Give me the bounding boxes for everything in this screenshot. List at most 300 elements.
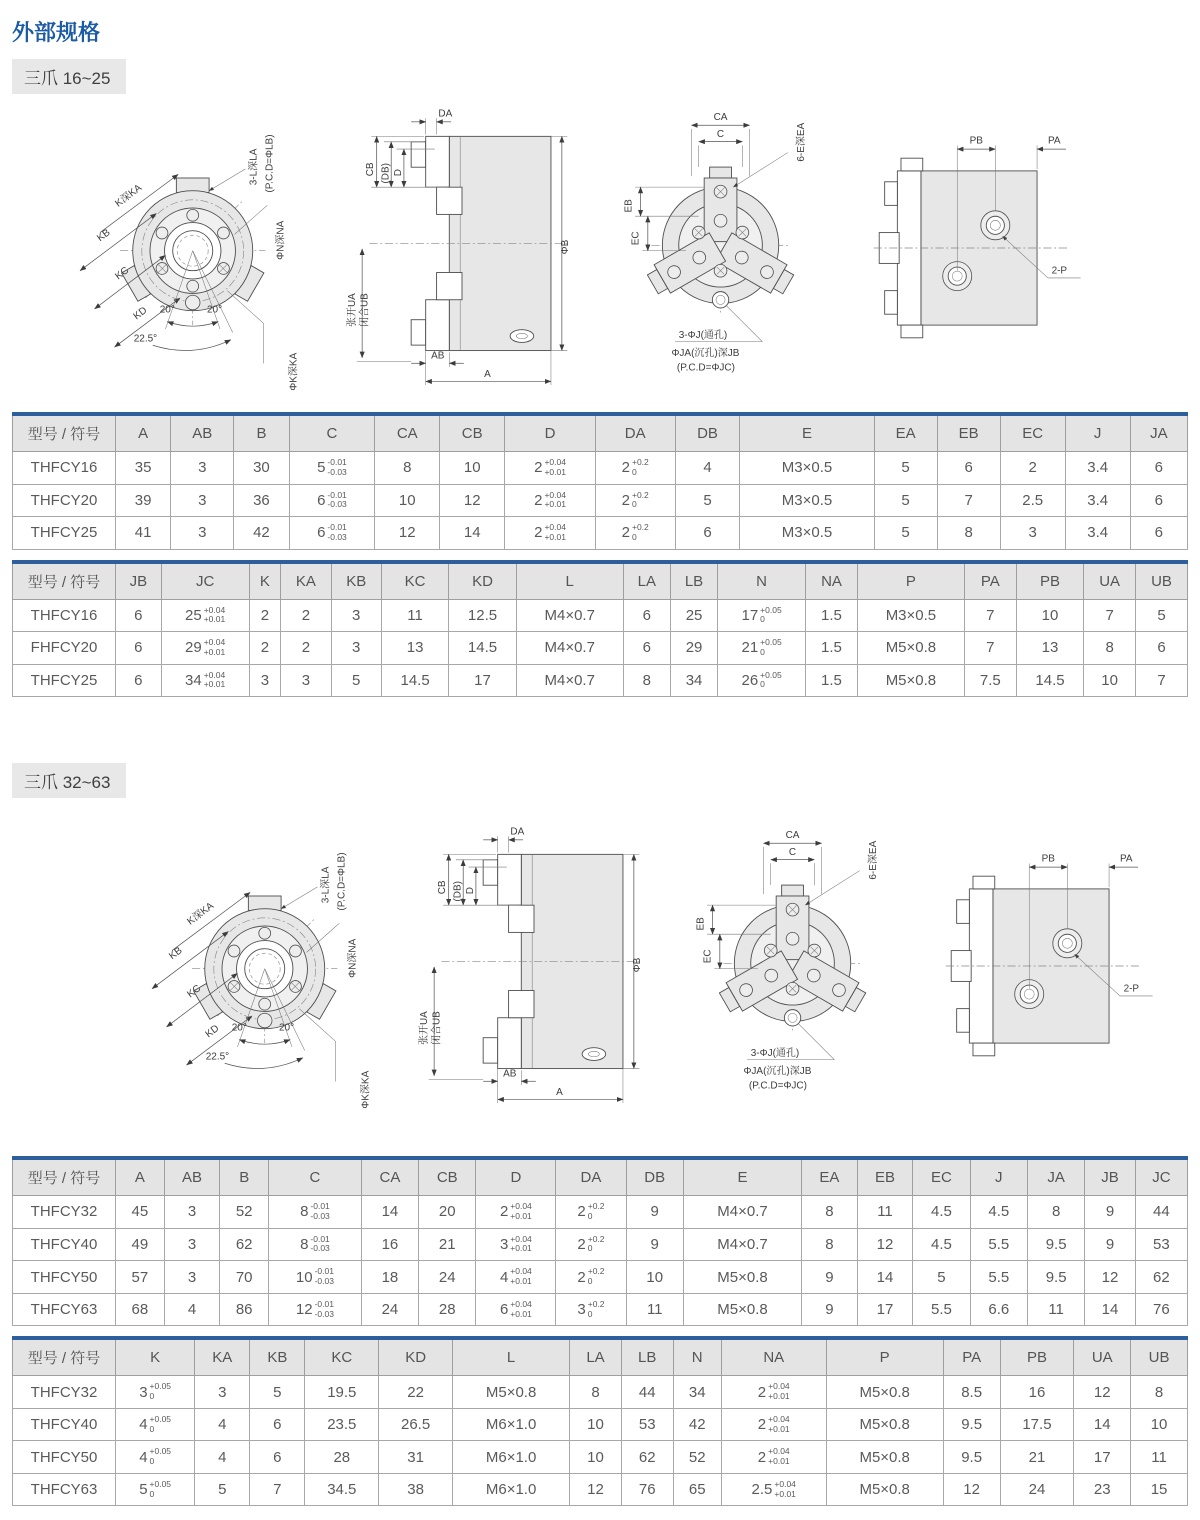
col-header: DA — [556, 1158, 626, 1196]
value-cell: 30 — [234, 452, 289, 485]
value-cell: M3×0.5 — [740, 517, 874, 550]
dim-label-da: DA — [438, 108, 453, 120]
value-cell: 4.5 — [913, 1196, 970, 1229]
dim-label-e-note: 6-E深EA — [868, 840, 880, 880]
value-cell: 2 — [281, 599, 331, 632]
value-cell: M5×0.8 — [826, 1408, 943, 1441]
value-cell: 2 +0.2 0 — [556, 1261, 626, 1294]
value-cell: 21 +0.05 0 — [718, 632, 806, 665]
col-header: 型号 / 符号 — [13, 562, 116, 600]
value-cell: 2 +0.2 0 — [556, 1196, 626, 1229]
value-cell: 16 — [361, 1228, 418, 1261]
section-16-25 — [0, 53, 1200, 697]
value-cell: 7 — [964, 599, 1016, 632]
value-cell: 5 — [250, 1376, 305, 1409]
value-cell: 8 — [623, 664, 670, 697]
dim-label-hole-note-1: 3-ΦJ(通孔) — [750, 1048, 800, 1060]
col-header: CB — [419, 1158, 476, 1196]
value-cell: 2 — [249, 632, 281, 665]
col-header: LA — [570, 1338, 622, 1376]
dim-label-open-ua: 张开UA — [418, 1011, 430, 1046]
value-cell: M4×0.7 — [683, 1228, 801, 1261]
value-cell: M4×0.7 — [516, 664, 623, 697]
value-cell: 15 — [1131, 1473, 1188, 1506]
value-cell: 3 — [164, 1228, 220, 1261]
value-cell: 10 — [570, 1408, 622, 1441]
header-row — [13, 1158, 1188, 1196]
value-cell: 9 — [626, 1196, 683, 1229]
value-cell: 86 — [220, 1293, 269, 1326]
value-cell: 34 — [670, 664, 717, 697]
value-cell: 29 +0.04 +0.01 — [161, 632, 249, 665]
value-cell: 42 — [234, 517, 289, 550]
table-row — [13, 1441, 1188, 1474]
value-cell: 6 — [116, 664, 162, 697]
value-cell: M5×0.8 — [683, 1261, 801, 1294]
col-header: A — [116, 1158, 165, 1196]
value-cell: 8 — [802, 1228, 858, 1261]
value-cell: 13 — [1016, 632, 1083, 665]
col-header: D — [476, 1158, 556, 1196]
value-cell: 23 — [1074, 1473, 1131, 1506]
value-cell: 4.5 — [970, 1196, 1027, 1229]
col-header: DB — [675, 414, 740, 452]
col-header: C — [289, 414, 375, 452]
value-cell: 3 — [171, 484, 234, 517]
dim-label-kd: KD — [203, 1023, 222, 1041]
dim-label-k-ka: K深KA — [185, 900, 216, 928]
col-header: KA — [281, 562, 331, 600]
value-cell: 12 — [1085, 1261, 1135, 1294]
dim-label-kb: KB — [95, 227, 113, 245]
value-cell: 1.5 — [806, 664, 858, 697]
col-header: KC — [381, 562, 448, 600]
value-cell: 49 — [116, 1228, 165, 1261]
value-cell: 70 — [220, 1261, 269, 1294]
value-cell: 10 — [1084, 664, 1136, 697]
value-cell: 8 — [570, 1376, 622, 1409]
dim-label-ab: AB — [431, 350, 445, 362]
value-cell: 11 — [626, 1293, 683, 1326]
value-cell: 34 — [673, 1376, 721, 1409]
value-cell: 3 — [171, 452, 234, 485]
value-cell: M3×0.5 — [857, 599, 964, 632]
value-cell: 8 — [937, 517, 1000, 550]
value-cell: 12.5 — [449, 599, 516, 632]
front-view-drawing — [112, 816, 412, 1116]
col-header: E — [740, 414, 874, 452]
value-cell: 8 — [375, 452, 440, 485]
table-row — [13, 1261, 1188, 1294]
value-cell: 3 +0.2 0 — [556, 1293, 626, 1326]
value-cell: M4×0.7 — [516, 632, 623, 665]
value-cell: 21 — [419, 1228, 476, 1261]
dim-label-c: C — [716, 129, 725, 141]
dim-label-e-note: 6-E深EA — [796, 122, 808, 162]
value-cell: 10 — [1016, 599, 1083, 632]
value-cell: 8 — [1027, 1196, 1084, 1229]
value-cell: 25 +0.04 +0.01 — [161, 599, 249, 632]
value-cell: 2 +0.2 0 — [595, 517, 675, 550]
dim-label-angle-left: 20° — [231, 1022, 247, 1034]
value-cell: 9 — [802, 1293, 858, 1326]
drawings-row — [0, 96, 1200, 402]
col-header: L — [516, 562, 623, 600]
value-cell: M6×1.0 — [453, 1408, 570, 1441]
value-cell: M5×0.8 — [453, 1376, 570, 1409]
value-cell: 42 — [673, 1408, 721, 1441]
value-cell: 24 — [361, 1293, 418, 1326]
dim-label-hole-note-2: ΦJA(沉孔)深JB — [671, 348, 740, 360]
value-cell: 17 — [1074, 1441, 1131, 1474]
value-cell: 3.4 — [1065, 517, 1130, 550]
value-cell: 12 — [570, 1473, 622, 1506]
table-row — [13, 632, 1188, 665]
model-cell: THFCY32 — [13, 1196, 116, 1229]
value-cell: 12 — [943, 1473, 1000, 1506]
value-cell: 2 +0.04 +0.01 — [505, 484, 596, 517]
value-cell: 5 — [1136, 599, 1188, 632]
value-cell: 1.5 — [806, 599, 858, 632]
col-header: KC — [305, 1338, 379, 1376]
dim-label-k-ka: K深KA — [113, 182, 144, 210]
value-cell: 4 +0.04 +0.01 — [476, 1261, 556, 1294]
header-row — [13, 1338, 1188, 1376]
table-row — [13, 1376, 1188, 1409]
value-cell: 41 — [116, 517, 171, 550]
value-cell: 24 — [419, 1261, 476, 1294]
back-view-drawing — [656, 816, 920, 1116]
value-cell: 14 — [1074, 1408, 1131, 1441]
value-cell: 14 — [440, 517, 505, 550]
value-cell: 1.5 — [806, 632, 858, 665]
dim-label-open-ua: 张开UA — [346, 293, 358, 327]
model-cell: THFCY16 — [13, 599, 116, 632]
value-cell: 14 — [857, 1261, 913, 1294]
col-header: CA — [375, 414, 440, 452]
value-cell: 2 — [249, 599, 281, 632]
value-cell: M5×0.8 — [826, 1441, 943, 1474]
value-cell: 5 — [195, 1473, 250, 1506]
col-header: L — [453, 1338, 570, 1376]
value-cell: 14.5 — [1016, 664, 1083, 697]
col-header: LB — [621, 1338, 673, 1376]
col-header: B — [220, 1158, 269, 1196]
value-cell: M5×0.8 — [826, 1376, 943, 1409]
value-cell: 12 — [857, 1228, 913, 1261]
value-cell: 6 — [1130, 517, 1187, 550]
dim-label-bolt-note-2: (P.C.D=ΦLB) — [336, 852, 348, 911]
value-cell: 36 — [234, 484, 289, 517]
col-header: PA — [964, 562, 1016, 600]
table-row — [13, 1473, 1188, 1506]
model-cell: THFCY20 — [13, 484, 116, 517]
value-cell: 3.4 — [1065, 452, 1130, 485]
value-cell: 2.5 +0.04 +0.01 — [721, 1473, 826, 1506]
value-cell: 5 — [913, 1261, 970, 1294]
value-cell: 20 — [419, 1196, 476, 1229]
value-cell: 39 — [116, 484, 171, 517]
col-header: 型号 / 符号 — [13, 1338, 116, 1376]
value-cell: 4.5 — [913, 1228, 970, 1261]
value-cell: 5 +0.05 0 — [116, 1473, 195, 1506]
value-cell: 5 — [675, 484, 740, 517]
value-cell: 5.5 — [970, 1261, 1027, 1294]
value-cell: 9 — [1085, 1228, 1135, 1261]
col-header: NA — [806, 562, 858, 600]
value-cell: 2.5 — [1000, 484, 1065, 517]
dim-label-ec: EC — [702, 949, 714, 964]
col-header: JA — [1027, 1158, 1084, 1196]
header-row — [13, 562, 1188, 600]
table-row — [13, 1228, 1188, 1261]
value-cell: 3 — [331, 632, 381, 665]
value-cell: 28 — [419, 1293, 476, 1326]
col-header: JB — [116, 562, 162, 600]
value-cell: 9.5 — [943, 1441, 1000, 1474]
value-cell: 10 — [626, 1261, 683, 1294]
value-cell: 9 — [626, 1228, 683, 1261]
value-cell: 44 — [621, 1376, 673, 1409]
table-row — [13, 664, 1188, 697]
value-cell: 2 +0.2 0 — [595, 484, 675, 517]
value-cell: 9.5 — [1027, 1261, 1084, 1294]
col-header: N — [673, 1338, 721, 1376]
col-header: LB — [670, 562, 717, 600]
side-view-drawing — [344, 98, 580, 398]
value-cell: 65 — [673, 1473, 721, 1506]
value-cell: 3 — [1000, 517, 1065, 550]
section-32-63 — [0, 757, 1200, 1506]
value-cell: 4 — [164, 1293, 220, 1326]
section-label-32-63: 三爪 32~63 — [12, 763, 126, 798]
value-cell: 53 — [621, 1408, 673, 1441]
value-cell: M4×0.7 — [683, 1196, 801, 1229]
dim-label-cb: CB — [365, 162, 377, 177]
value-cell: 7 — [1136, 664, 1188, 697]
model-cell: THFCY40 — [13, 1228, 116, 1261]
col-header: PA — [943, 1338, 1000, 1376]
value-cell: 68 — [116, 1293, 165, 1326]
dim-label-phi-b: ΦB — [632, 957, 644, 973]
value-cell: 7 — [250, 1473, 305, 1506]
spec-table-32-63-a — [12, 1156, 1188, 1326]
model-cell: THFCY50 — [13, 1261, 116, 1294]
value-cell: 14.5 — [381, 664, 448, 697]
value-cell: 11 — [1131, 1441, 1188, 1474]
dim-label-close-ub: 闭合UB — [359, 293, 371, 327]
dim-label-ab: AB — [503, 1068, 517, 1080]
dim-label-bolt-note-1: 3-L深LA — [320, 866, 332, 904]
dim-label-db: (DB) — [452, 881, 464, 902]
value-cell: 17 — [449, 664, 516, 697]
dim-label-phi-n: ΦN深NA — [275, 220, 287, 260]
value-cell: 3 — [281, 664, 331, 697]
value-cell: 44 — [1135, 1196, 1187, 1229]
col-header: UB — [1131, 1338, 1188, 1376]
value-cell: 14.5 — [449, 632, 516, 665]
model-cell: THFCY25 — [13, 517, 116, 550]
value-cell: M5×0.8 — [683, 1293, 801, 1326]
value-cell: 2 +0.04 +0.01 — [721, 1441, 826, 1474]
value-cell: 7 — [964, 632, 1016, 665]
value-cell: 2 +0.04 +0.01 — [721, 1376, 826, 1409]
dim-label-hole-note-1: 3-ΦJ(通孔) — [678, 330, 728, 341]
value-cell: 9.5 — [1027, 1228, 1084, 1261]
value-cell: 13 — [381, 632, 448, 665]
dim-label-pa: PA — [1047, 135, 1061, 147]
value-cell: 9 — [802, 1261, 858, 1294]
dim-label-bolt-note-1: 3-L深LA — [248, 148, 260, 186]
value-cell: 10 — [1131, 1408, 1188, 1441]
dim-label-kc: KC — [113, 265, 132, 283]
value-cell: 8 — [1131, 1376, 1188, 1409]
value-cell: 6 — [250, 1441, 305, 1474]
value-cell: 17 — [857, 1293, 913, 1326]
value-cell: 76 — [1135, 1293, 1187, 1326]
dim-label-ca: CA — [785, 830, 800, 842]
value-cell: 6 — [1130, 452, 1187, 485]
dim-label-da: DA — [510, 826, 525, 838]
model-cell: THFCY63 — [13, 1293, 116, 1326]
value-cell: 17.5 — [1000, 1408, 1074, 1441]
dim-label-eb: EB — [623, 199, 635, 213]
model-cell: THFCY50 — [13, 1441, 116, 1474]
value-cell: 11 — [857, 1196, 913, 1229]
mount-view-drawing — [924, 816, 1178, 1116]
value-cell: 11 — [381, 599, 448, 632]
col-header: A — [116, 414, 171, 452]
drawings-row — [72, 800, 1200, 1146]
dim-label-hole-note-3: (P.C.D=ΦJC) — [676, 362, 736, 374]
value-cell: 14 — [1085, 1293, 1135, 1326]
value-cell: 6 -0.01 -0.03 — [289, 484, 375, 517]
col-header: CA — [361, 1158, 418, 1196]
col-header: 型号 / 符号 — [13, 414, 116, 452]
col-header: JC — [161, 562, 249, 600]
value-cell: 7 — [1084, 599, 1136, 632]
value-cell: 12 — [440, 484, 505, 517]
col-header: EB — [857, 1158, 913, 1196]
col-header: J — [1065, 414, 1130, 452]
value-cell: 23.5 — [305, 1408, 379, 1441]
value-cell: 9 — [1085, 1196, 1135, 1229]
dim-label-eb: EB — [695, 917, 707, 931]
col-header: K — [116, 1338, 195, 1376]
dim-label-2p: 2-P — [1051, 265, 1068, 277]
value-cell: 3.4 — [1065, 484, 1130, 517]
col-header: C — [269, 1158, 362, 1196]
dim-label-phi-k: ΦK深KA — [288, 352, 300, 391]
dim-label-kc: KC — [185, 983, 204, 1001]
value-cell: 35 — [116, 452, 171, 485]
spec-table-32-63-b — [12, 1336, 1188, 1506]
model-cell: THFCY32 — [13, 1376, 116, 1409]
col-header: JC — [1135, 1158, 1187, 1196]
dim-label-pb: PB — [1041, 853, 1055, 865]
col-header: EA — [802, 1158, 858, 1196]
dim-label-ca: CA — [713, 111, 728, 123]
value-cell: 3 — [331, 599, 381, 632]
col-header: DA — [595, 414, 675, 452]
table-row — [13, 599, 1188, 632]
value-cell: 19.5 — [305, 1376, 379, 1409]
model-cell: THFCY40 — [13, 1408, 116, 1441]
col-header: CB — [440, 414, 505, 452]
col-header: 型号 / 符号 — [13, 1158, 116, 1196]
col-header: DB — [626, 1158, 683, 1196]
value-cell: 6.6 — [970, 1293, 1027, 1326]
value-cell: 45 — [116, 1196, 165, 1229]
value-cell: 6 +0.04 +0.01 — [476, 1293, 556, 1326]
value-cell: 34.5 — [305, 1473, 379, 1506]
dim-label-pa: PA — [1119, 853, 1133, 865]
dim-label-a: A — [484, 368, 491, 380]
value-cell: 3 — [164, 1261, 220, 1294]
col-header: EC — [913, 1158, 970, 1196]
front-view-drawing — [40, 98, 340, 398]
value-cell: 34 +0.04 +0.01 — [161, 664, 249, 697]
dim-label-angle-225: 22.5° — [205, 1051, 230, 1063]
value-cell: 8.5 — [943, 1376, 1000, 1409]
col-header: N — [718, 562, 806, 600]
table-row — [13, 517, 1188, 550]
dim-label-close-ub: 闭合UB — [431, 1011, 443, 1046]
col-header: EC — [1000, 414, 1065, 452]
value-cell: M4×0.7 — [516, 599, 623, 632]
value-cell: 38 — [379, 1473, 453, 1506]
value-cell: 21 — [1000, 1441, 1074, 1474]
dim-label-angle-left: 20° — [159, 304, 175, 316]
dim-label-ec: EC — [630, 231, 642, 246]
col-header: D — [505, 414, 596, 452]
col-header: KA — [195, 1338, 250, 1376]
value-cell: 76 — [621, 1473, 673, 1506]
dim-label-d: D — [465, 887, 477, 895]
col-header: UB — [1136, 562, 1188, 600]
value-cell: 3 — [164, 1196, 220, 1229]
value-cell: 2 +0.2 0 — [595, 452, 675, 485]
dim-label-d: D — [393, 169, 405, 177]
dim-label-cb: CB — [437, 880, 449, 895]
value-cell: 6 — [116, 632, 162, 665]
value-cell: M5×0.8 — [857, 664, 964, 697]
col-header: JB — [1085, 1158, 1135, 1196]
value-cell: 2 +0.2 0 — [556, 1228, 626, 1261]
dim-label-angle-225: 22.5° — [133, 333, 158, 345]
value-cell: 12 -0.01 -0.03 — [269, 1293, 362, 1326]
col-header: PB — [1016, 562, 1083, 600]
value-cell: 6 — [623, 632, 670, 665]
dim-label-db: (DB) — [380, 163, 392, 184]
value-cell: 6 — [937, 452, 1000, 485]
value-cell: 52 — [220, 1196, 269, 1229]
col-header: B — [234, 414, 289, 452]
dim-label-bolt-note-2: (P.C.D=ΦLB) — [264, 134, 276, 193]
value-cell: 4 — [195, 1441, 250, 1474]
value-cell: 4 — [195, 1408, 250, 1441]
col-header: UA — [1074, 1338, 1131, 1376]
value-cell: 8 — [1084, 632, 1136, 665]
model-cell: THFCY25 — [13, 664, 116, 697]
value-cell: 3 +0.05 0 — [116, 1376, 195, 1409]
value-cell: 3 — [195, 1376, 250, 1409]
value-cell: 8 — [802, 1196, 858, 1229]
col-header: EB — [937, 414, 1000, 452]
section-label-16-25: 三爪 16~25 — [12, 59, 126, 94]
model-cell: THFCY16 — [13, 452, 116, 485]
value-cell: 10 — [570, 1441, 622, 1474]
